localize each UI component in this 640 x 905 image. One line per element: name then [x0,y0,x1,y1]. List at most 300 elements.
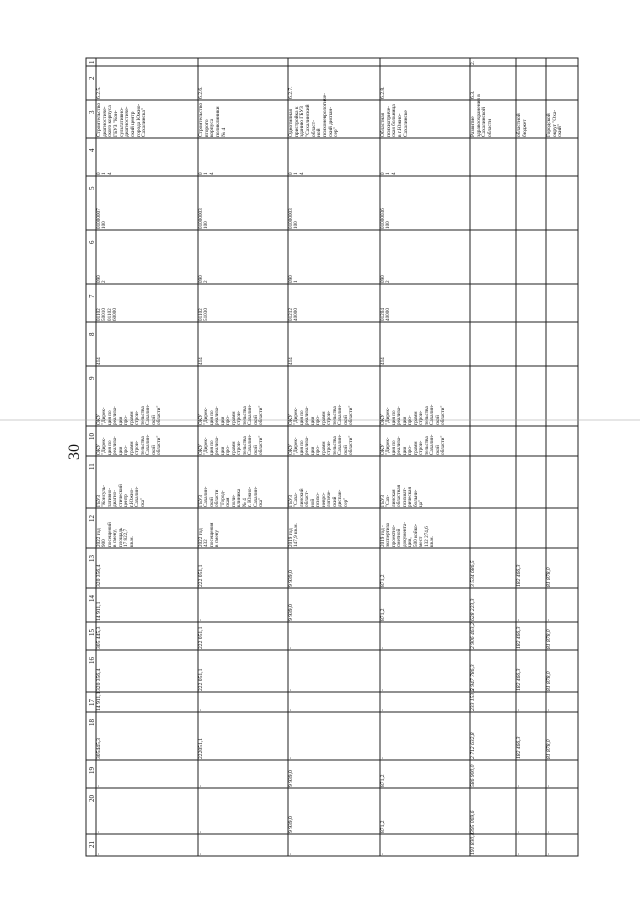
cell-c12-line: 2022 год [96,528,102,547]
cell-c12-line: 17 822,7 [123,528,130,547]
cell-c9-line: Сахалин- [337,404,344,425]
cell-c9-line: Сахалин- [247,404,254,425]
cell-c14-line: 871,2 [380,608,386,621]
cell-c11-line: "Саха- [293,492,300,507]
cell-name-line: пристройка к [293,106,300,137]
cell-c16 [381,649,387,691]
cell-c17 [289,691,295,711]
cell-c9 [381,365,446,425]
cell-c8-line: 414 [96,357,102,365]
cell-c11-line: линский [298,488,305,507]
cell-c21 [471,833,477,855]
cell-c11-line: клиника [236,488,243,507]
cell-c7-line: 40000 [385,308,392,321]
cell-c6-line: 2 [101,280,108,283]
cell-c9-line: ции [117,416,124,425]
cell-c5-line: 100 [293,221,300,229]
cell-c11-line: Сахалин- [252,486,259,507]
column-number: 6 [88,240,96,244]
cell-c9-line: Сахалин- [145,404,152,425]
cell-c9-line: ция по [390,410,397,425]
cell-c14-line: - [546,619,552,621]
cell-c10-line: грамм [128,441,135,455]
cell-c10-line: реализа- [304,436,311,455]
cell-c5 [199,175,210,229]
cell-name-line: сер" [333,127,340,137]
cell-c19-line: 871,2 [380,774,386,787]
cell-c11-line: поли- [230,494,237,507]
cell-name-line: ский центр [130,111,137,137]
cell-c10-line: ской [150,445,157,455]
cell-c16 [199,649,205,691]
cell-c13 [471,547,477,587]
cell-c4-line: 4 [106,172,113,175]
column-number: 15 [88,629,96,636]
cell-c12-line: посещения [208,522,215,547]
cell-name-line: второго [203,119,210,137]
cell-c21-line: 191 830,4 [470,832,476,855]
cell-c8-line: 414 [380,357,386,365]
cell-c12-line: 132 274,6 [423,526,430,547]
cell-name-line: Сахалинской [481,107,488,137]
cell-c6-line: 1 [293,280,300,283]
cell-c6-line: 2 [203,280,210,283]
cell-name-line: Строительство [96,102,102,137]
cell-c4-line: 4 [298,172,305,175]
cell-c6-line: 090 [96,275,102,283]
cell-c11-line: ГБУЗ [198,495,204,507]
cell-c9-line: тельства [241,406,248,425]
cell-c21 [199,833,205,855]
cell-c11-line: област- [304,490,311,507]
cell-c12-line: кв.м. [128,536,135,547]
cell-c13-line: 9 939,0 [288,570,294,587]
cell-c10-line: грамм [412,441,419,455]
cell-c4 [381,137,397,175]
cell-c17-line: 233 153,5 [470,688,476,711]
cell-name [381,99,409,137]
cell-c10-line: реализа- [112,436,119,455]
cell-c14 [517,587,523,621]
cell-name-line: Сахалинска" [141,107,148,137]
cell-c20 [289,787,295,833]
cell-c4 [199,137,215,175]
cell-c5-line: 01000003 [198,208,204,229]
cell-c14 [97,587,103,621]
column-number: 18 [88,719,96,726]
cell-c10 [97,425,162,455]
cell-c9-line: ской [434,415,441,425]
cell-c12-line: в смену [214,529,221,547]
cell-c10-line: "Дирек- [293,437,300,455]
cell-c9-line: "Дирек- [101,407,108,425]
cell-c13-line: 182 466,3 [516,564,522,587]
cell-c11-line: линская [390,489,397,507]
cell-c9-line: грамм [128,411,135,425]
cell-c10-line: ция по [390,440,397,455]
cell-c11 [381,455,425,507]
cell-c9-line: ция по [208,410,215,425]
cell-c17 [97,691,103,711]
cell-c8 [289,321,294,365]
column-number: 19 [88,767,96,774]
cell-c7-line: 01204 [380,308,386,321]
cell-c5 [289,175,300,229]
cell-c9-line: реализа- [304,406,311,425]
cell-c6 [199,229,210,283]
cell-c4-line: 0 [198,172,204,175]
cell-c14 [471,587,477,621]
cell-name-line: ГБУЗ "Кон- [113,110,120,137]
cell-c9 [97,365,162,425]
cell-c8 [97,321,102,365]
cell-c4-line: 1 [203,172,210,175]
cell-c15 [381,621,387,649]
column-number: 21 [88,841,96,848]
cell-c21 [547,833,553,855]
cell-name-line: бюджет [521,119,528,137]
cell-c10-line: ской [252,445,259,455]
cell-c10-line: про- [407,445,414,455]
cell-c20 [547,787,553,833]
cell-c20-line: - [198,831,204,833]
cell-c14 [199,587,205,621]
cell-c7 [199,283,210,321]
cell-name-line: сультативно- [118,107,125,137]
cell-num [471,57,477,65]
cell-c11-line: сер" [342,497,349,507]
cell-c20 [97,787,103,833]
cell-c11-line: № 4 [241,498,248,507]
cell-c9-line: ОКУ [380,414,386,425]
cell-c7 [289,283,300,321]
cell-c9-line: грамм [230,411,237,425]
cell-c7-line: 40000 [293,308,300,321]
cell-c13 [199,547,205,587]
column-number: 4 [88,148,96,152]
cell-name-line: здравоохранения в [475,94,482,137]
cell-name-line: "Сахалинский [305,104,312,137]
cell-c14-line: 9 939,0 [288,604,294,621]
cell-num-line: 2. [470,60,476,65]
cell-c10-line: Сахалин- [145,434,152,455]
cell-name-line: областной [516,113,522,137]
cell-c11-line: ГБУЗ [288,495,294,507]
cell-c15-line: 305 445,3 [96,626,102,649]
cell-c17 [381,691,387,711]
cell-c15 [547,621,553,649]
cell-c21 [97,833,103,855]
cell-c10-line: строи- [134,440,141,455]
column-number: 20 [88,795,96,802]
cell-c10 [199,425,264,455]
cell-c10-line: строи- [236,440,243,455]
cell-name-line: Развитие [470,116,476,137]
cell-c12-line: 500 койко- [412,523,419,547]
cell-c11-line: центр [123,494,130,507]
cell-c12-line: посещений [106,522,113,547]
cell-c10-line: ция по [298,440,305,455]
cell-c19 [547,759,553,787]
cell-c21-line: - [516,853,522,855]
cell-c6 [97,229,108,283]
cell-c16-line: 81 878,0 [546,671,552,691]
cell-c10-line: "Дирек- [203,437,210,455]
cell-c7-line: 01102 [96,308,102,321]
cell-c9-line: области" [347,405,354,425]
cell-c10-line: Сахалин- [247,434,254,455]
cell-c8 [199,321,204,365]
column-number: 7 [88,294,96,298]
cell-c19-line: - [198,785,204,787]
cell-c15-line: 222 051,1 [198,626,204,649]
column-number: 10 [88,433,96,440]
cell-c11 [289,455,349,507]
cell-c12-line: документа- [401,522,408,547]
cell-c10-line: грамм [230,441,237,455]
cell-c21-line: - [198,853,204,855]
cell-c16 [97,649,103,691]
cell-c7 [97,283,119,321]
cell-c11 [97,455,146,507]
cell-c10-line: ции [219,446,226,455]
cell-c11-line: психиат- [401,487,408,507]
cell-c10-line: области" [155,435,162,455]
cell-c9 [199,365,264,425]
cell-name-line: психиатриче- [385,106,392,137]
cell-c11-line: ГБУЗ [380,495,386,507]
cell-c9-line: тельства [331,406,338,425]
column-number: 12 [88,515,96,522]
cell-c9-line: реализа- [214,406,221,425]
cell-c12-line: в смену, [112,529,119,547]
cell-c14-line: 14 911,1 [96,601,102,621]
cell-c18-line: - [380,757,386,759]
cell-c9-line: строи- [418,410,425,425]
cell-c18 [471,711,477,759]
cell-c10-line: Сахалин- [429,434,436,455]
cell-c4 [289,137,305,175]
cell-c12-line: 2019 год - [380,525,386,547]
cell-name-line: ская больница [391,104,398,137]
cell-c10-line: Сахалин- [337,434,344,455]
cell-c6 [381,229,392,283]
cell-c20-line: - [96,831,102,833]
cell-c9-line: ОКУ [288,414,294,425]
cell-name-line: ной [316,128,323,137]
cell-c13 [517,547,523,587]
cell-c16 [471,649,477,691]
cell-c16-line: 320 356,4 [96,668,102,691]
cell-c15 [517,621,523,649]
cell-name [97,99,148,137]
cell-code [199,65,205,99]
cell-c10-line: ской [434,445,441,455]
cell-c11-line: г.Южно- [128,488,135,507]
cell-c10-line: тельства [423,436,430,455]
cell-code [381,65,387,99]
cell-c9-line: "Дирек- [293,407,300,425]
cell-c17 [547,691,553,711]
cell-c19 [517,759,523,787]
cell-c11-line: ной [309,498,316,507]
cell-c10-line: ОКУ [288,444,294,455]
cell-c13-line: 222 051,1 [198,564,204,587]
cell-code-line: 6.2.8. [380,86,386,99]
cell-c4-line: 1 [293,172,300,175]
cell-c8 [381,321,386,365]
cell-c13 [547,547,553,587]
cell-c10-line: про- [315,445,322,455]
column-number: 1 [88,60,96,64]
cell-c4-line: 0 [96,172,102,175]
cell-name-line: поликлиники [215,106,222,137]
cell-c21-line: - [380,853,386,855]
cell-c19-line: 9 939,0 [288,770,294,787]
cell-c16-line: - [380,689,386,691]
cell-c10-line: ОКУ [380,444,386,455]
cell-c10-line: "Дирек- [385,437,392,455]
cell-c15-line: 182 466,3 [516,626,522,649]
cell-c17 [517,691,523,711]
cell-c13-line: 871,2 [380,574,386,587]
cell-c9-line: строи- [134,410,141,425]
cell-c12 [289,507,300,547]
cell-c12-line: кв.м. [429,536,436,547]
cell-c19-line: - [516,785,522,787]
cell-c9-line: области" [439,405,446,425]
cell-c12-line: экспертиза [385,523,392,547]
cell-c13 [97,547,103,587]
cell-c18 [97,711,103,759]
cell-c9-line: ция по [298,410,305,425]
cell-c9-line: ской [150,415,157,425]
cell-c11-line: стический [117,484,124,507]
cell-c5-line: 100 [101,221,108,229]
cell-name-line: диагностиче- [101,106,108,137]
cell-c5 [97,175,108,229]
cell-c9-line: тельства [423,406,430,425]
cell-c10-line: области" [347,435,354,455]
cell-name-line: Сахалинске [402,110,409,137]
cell-name-line: Областная [380,112,386,137]
cell-c12-line: 900 [101,539,108,547]
cell-c11-line: невро- [320,492,327,507]
cell-c15 [289,621,295,649]
cell-c4-line: 4 [208,172,215,175]
cell-c14-line: - [516,619,522,621]
cell-code [97,65,103,99]
cell-name-line: корпуса [209,118,216,137]
cell-c6-line: 090 [198,275,204,283]
cell-c16 [289,649,295,691]
cell-c7-line: 51030 [203,308,210,321]
cell-c19 [199,759,205,787]
cell-c5-line: 100 [385,221,392,229]
cell-c18 [199,711,205,759]
cell-c9-line: про- [315,415,322,425]
cell-c17 [199,691,205,711]
cell-c20 [471,787,477,833]
cell-c10-line: ОКУ [198,444,204,455]
cell-c20-line: 871,2 [380,820,386,833]
cell-name [288,93,340,137]
cell-c11-line: "Город- [219,490,226,507]
cell-c21-line: - [546,853,552,855]
cell-c19-line: - [546,785,552,787]
cell-c11-line: диагно- [112,490,119,507]
cell-c9 [289,365,354,425]
cell-c4-line: 0 [288,172,294,175]
column-number: 13 [88,555,96,562]
cell-c18-line: 305445,3 [96,738,102,759]
cell-c18 [381,711,387,759]
cell-c9-line: ции [401,416,408,425]
cell-c11-line: логиче- [326,490,333,507]
cell-c10-line: ции [117,446,124,455]
cell-c11-line: ца" [418,499,425,507]
cell-c21-line: - [288,853,294,855]
cell-c4 [97,137,113,175]
cell-c10-line: реализа- [214,436,221,455]
cell-c13-line: 3 534 686,5 [470,560,476,587]
cell-c17-line: - [288,709,294,711]
cell-c11-line: ский [331,496,338,507]
cell-c9-line: про- [225,415,232,425]
cell-c16-line: 2 947 786,3 [470,664,476,691]
cell-c18 [289,711,295,759]
cell-c10-line: строи- [418,440,425,455]
cell-c11-line: областная [396,484,403,507]
cell-c10-line: про- [225,445,232,455]
cell-c15-line: 2 906 463,2 [470,622,476,649]
cell-c17-line: 14 911,1 [96,691,102,711]
cell-c5-line: 01000036 [380,208,386,229]
cell-name-line: № 4 [220,127,227,137]
cell-code-line: 6.2.5. [96,86,102,99]
cell-c13-line: 81 878,0 [546,567,552,587]
cell-c17-line: - [516,709,522,711]
cell-c10-line: тельства [139,436,146,455]
cell-c9-line: области" [257,405,264,425]
cell-c11-line: ской [208,497,215,507]
cell-c10-line: ция по [208,440,215,455]
cell-c11-line: области [214,489,221,507]
cell-c9-line: ции [219,416,226,425]
cell-c9-line: Сахалин- [429,404,436,425]
cell-c19-line: 586 900,0 [470,764,476,787]
cell-c10-line: ской [342,445,349,455]
cell-c9-line: "Дирек- [203,407,210,425]
cell-c10-line: ции [401,446,408,455]
cell-c6 [289,229,300,283]
cell-c17-line: - [380,709,386,711]
column-number: 16 [88,657,96,664]
cell-c7-line: 50010 [101,308,108,321]
cell-c16-line: 222 051,1 [198,668,204,691]
cell-c4-line: 1 [385,172,392,175]
cell-c17-line: - [546,709,552,711]
cell-c11-line: психо- [315,492,322,507]
cell-c10-line: ция по [106,440,113,455]
cell-name-line: ского корпуса [107,105,114,137]
cell-c9-line: области" [155,405,162,425]
cell-c11-line: Сахалин- [203,486,210,507]
cell-c14 [289,587,295,621]
cell-c12-line: площадь [117,527,124,547]
cell-name-line: в г.Южно- [397,113,404,137]
page-number: 30 [66,444,83,460]
